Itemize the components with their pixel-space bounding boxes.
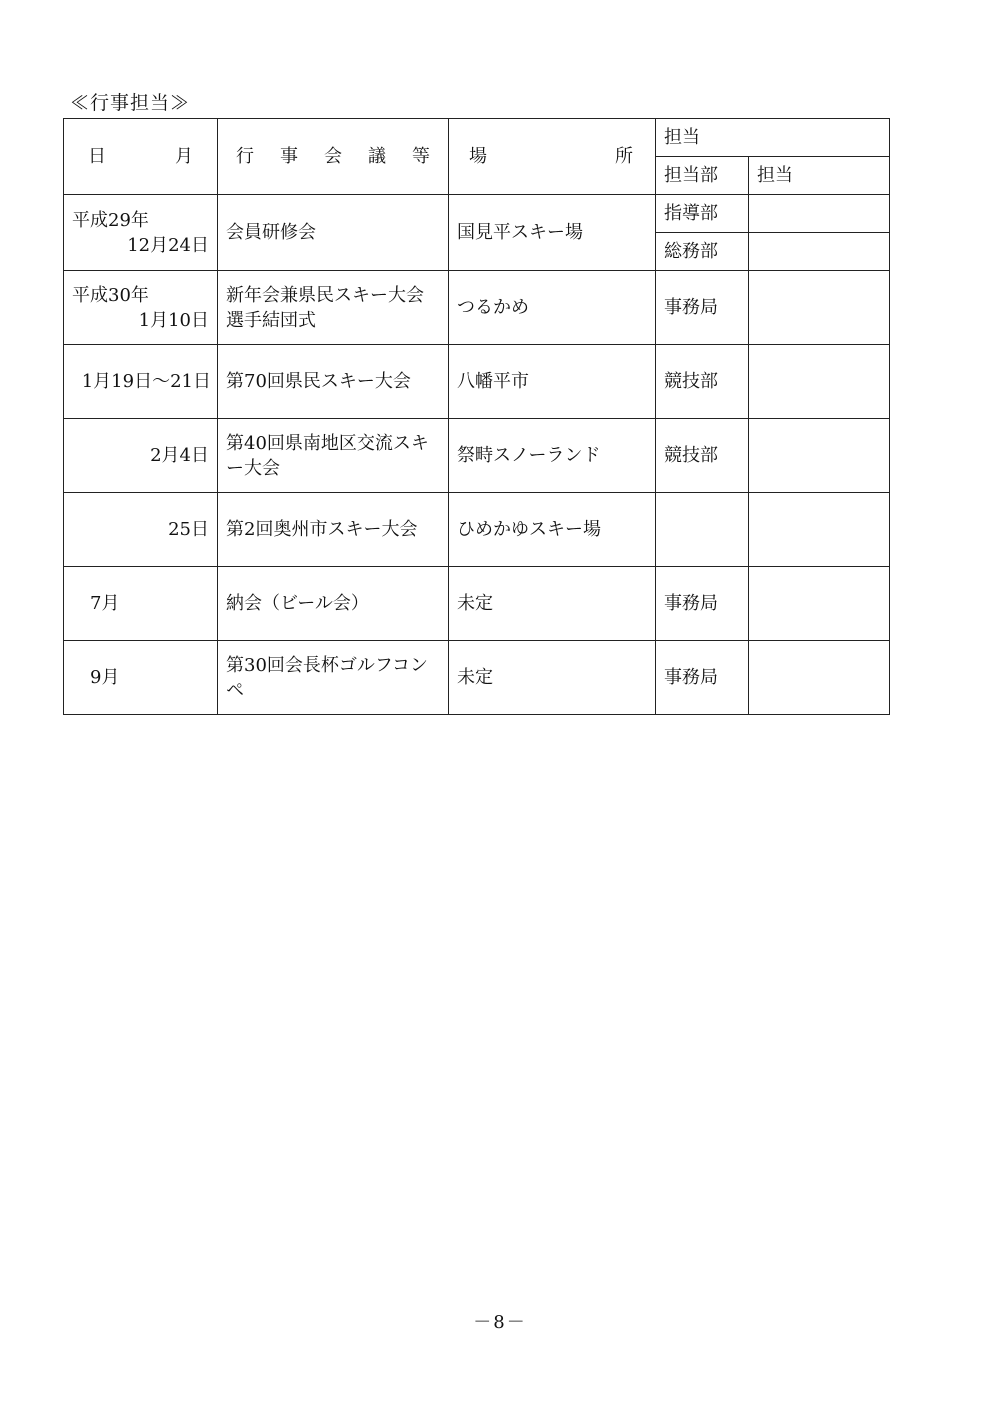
header-place: 場 所 [449,119,656,195]
row-event: 第2回奥州市スキー大会 [218,493,449,567]
row-person [749,195,890,233]
row-date: 25日 [64,493,218,567]
table-row [64,493,890,567]
row-dept: 指導部 [656,195,749,233]
page-number: －8－ [473,1312,527,1333]
row-dept [656,493,749,567]
row-date: 平成29年 12月24日 [64,195,218,271]
row-place: 八幡平市 [449,345,656,419]
table-row [64,345,890,419]
row-person [749,233,890,271]
section-title: ≪行事担当≫ [70,92,191,114]
header-charge: 担当 [656,119,890,157]
row-person [749,419,890,493]
row-person [749,493,890,567]
table-row [64,567,890,641]
row-dept: 事務局 [656,271,749,345]
row-event: 新年会兼県民スキー大会選手結団式 [218,271,449,345]
header-row [64,119,890,157]
row-person [749,345,890,419]
row-event: 第70回県民スキー大会 [218,345,449,419]
table-row [64,419,890,493]
row-place: ひめかゆスキー場 [449,493,656,567]
row-dept: 競技部 [656,419,749,493]
table-row [64,195,890,233]
header-charge-person: 担当 [749,157,890,195]
header-date: 日 月 [64,119,218,195]
row-date: 7月 [64,567,218,641]
row-person [749,641,890,715]
row-event: 第40回県南地区交流スキー大会 [218,419,449,493]
row-place: つるかめ [449,271,656,345]
row-person [749,567,890,641]
header-event: 行 事 会 議 等 [218,119,449,195]
row-place: 未定 [449,641,656,715]
row-place: 未定 [449,567,656,641]
row-person [749,271,890,345]
row-date: 平成30年 1月10日 [64,271,218,345]
row-dept: 総務部 [656,233,749,271]
row-dept: 競技部 [656,345,749,419]
row-dept: 事務局 [656,641,749,715]
row-date: 2月4日 [64,419,218,493]
row-date: 1月19日～21日 [64,345,218,419]
row-place: 国見平スキー場 [449,195,656,271]
row-event: 納会（ビール会） [218,567,449,641]
header-charge-dept: 担当部 [656,157,749,195]
row-place: 祭畤スノーランド [449,419,656,493]
table-row [64,271,890,345]
table-row [64,641,890,715]
row-event: 第30回会長杯ゴルフコンペ [218,641,449,715]
event-schedule-table [63,118,890,715]
row-date: 9月 [64,641,218,715]
row-event: 会員研修会 [218,195,449,271]
row-dept: 事務局 [656,567,749,641]
